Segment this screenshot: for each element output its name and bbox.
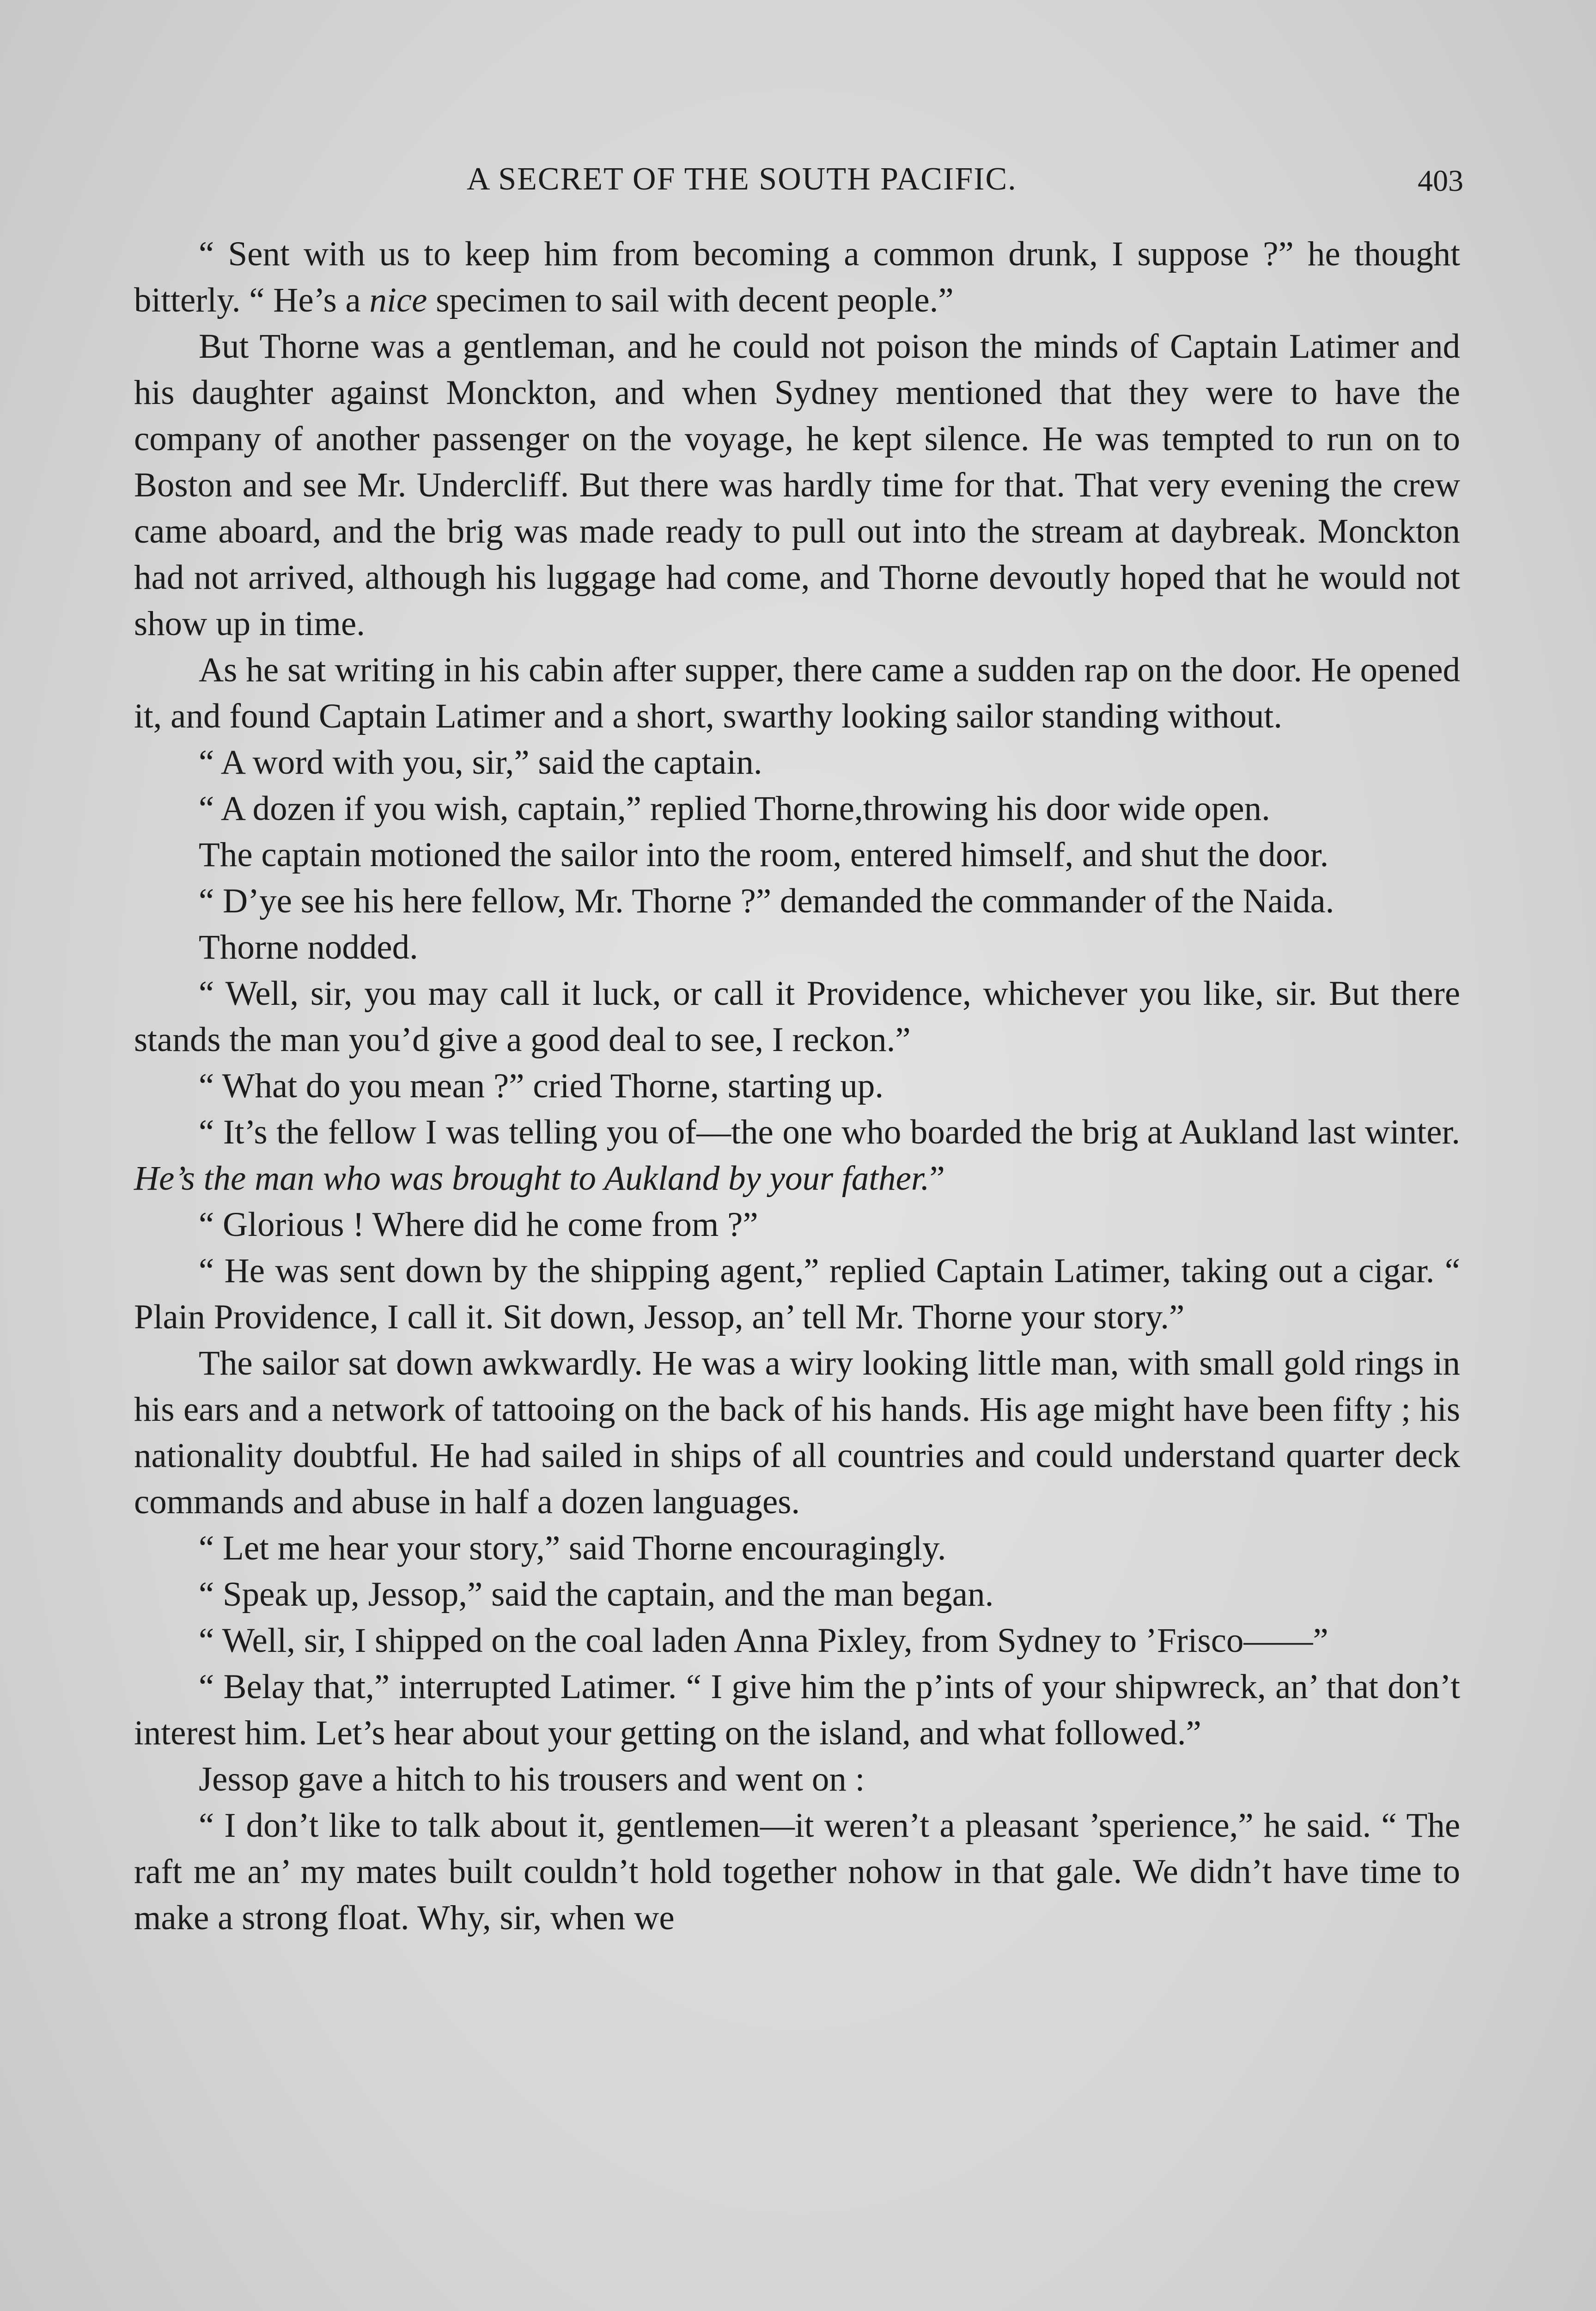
paragraph-text: “ What do you mean ?” cried Thorne, starting up. bbox=[199, 1067, 884, 1105]
paragraph bbox=[134, 924, 1460, 971]
paragraph-text: As he sat writing in his cabin after supper, there came a sudden rap on the door. He opened it, and found Captain Latimer and a short, swarthy looking sailor standing without. bbox=[134, 651, 1460, 735]
italic-text: He’s the man who was brought to Aukland by your father. bbox=[134, 1159, 930, 1198]
paragraph bbox=[134, 740, 1460, 786]
paragraph bbox=[134, 1525, 1460, 1571]
running-title: A SECRET OF THE SOUTH PACIFIC. bbox=[467, 161, 1017, 197]
paragraph bbox=[134, 1618, 1460, 1664]
paragraph-text: Thorne nodded. bbox=[199, 928, 418, 966]
paragraph-text: “ Speak up, Jessop,” said the captain, and the man began. bbox=[199, 1575, 994, 1614]
paragraph-text: Jessop gave a hitch to his trousers and went on : bbox=[199, 1760, 865, 1798]
paragraph bbox=[134, 1803, 1460, 1941]
paragraph bbox=[134, 1664, 1460, 1756]
paragraph-text: “ Let me hear your story,” said Thorne encouragingly. bbox=[199, 1529, 946, 1567]
paragraph bbox=[134, 1571, 1460, 1618]
paragraph bbox=[134, 878, 1460, 924]
paragraph bbox=[134, 1756, 1460, 1803]
paragraph-text: “ D’ye see his here fellow, Mr. Thorne ?” demanded the commander of the Naida. bbox=[199, 882, 1334, 920]
paragraph-text-tail: specimen to sail with decent people.” bbox=[427, 281, 954, 319]
paragraph-text: “ Well, sir, I shipped on the coal laden Anna Pixley, from Sydney to ’Frisco——” bbox=[199, 1621, 1328, 1660]
paragraph-text: But Thorne was a gentleman, and he could not poison the minds of Captain Latimer and his daughter against Monckton, and when Sydney mentioned that they were to have the company of another passenger on the voyage, he kept silence. He was tempted to run on to Boston and see Mr. Undercliff. But there was hardly time for that. That very evening the crew came aboard, and the brig was made ready to pull out into the stream at daybreak. Monckton had not arrived, although his luggage had come, and Thorne devoutly hoped that he would not show up in time. bbox=[134, 327, 1460, 643]
running-head bbox=[0, 161, 1596, 202]
page-number: 403 bbox=[1418, 164, 1463, 198]
paragraph bbox=[134, 647, 1460, 740]
paragraph bbox=[134, 1202, 1460, 1248]
italic-text: nice bbox=[369, 281, 427, 319]
paragraph bbox=[134, 1248, 1460, 1340]
body-text bbox=[134, 231, 1460, 1941]
paragraph-text: “ A word with you, sir,” said the captain. bbox=[199, 743, 762, 782]
paragraph-text-tail: ” bbox=[929, 1159, 945, 1198]
paragraph bbox=[134, 231, 1460, 324]
paragraph bbox=[134, 832, 1460, 878]
paragraph-text: “ Glorious ! Where did he come from ?” bbox=[199, 1205, 758, 1244]
paragraph-text: The captain motioned the sailor into the room, entered himself, and shut the door. bbox=[199, 836, 1329, 874]
paragraph-text: “ He was sent down by the shipping agent,” replied Captain Latimer, taking out a cigar. “ Plain Providence, I call it. Sit down, Jessop, an’ tell Mr. Thorne your story.” bbox=[134, 1252, 1460, 1336]
paragraph-text: “ It’s the fellow I was telling you of—the one who boarded the brig at Aukland last winter. bbox=[199, 1113, 1460, 1151]
paragraph bbox=[134, 1063, 1460, 1109]
paragraph bbox=[134, 1340, 1460, 1525]
paragraph bbox=[134, 324, 1460, 647]
paragraph-text: “ I don’t like to talk about it, gentlemen—it weren’t a pleasant ’sperience,” he said. “ The raft me an’ my mates built couldn’t hold together nohow in that gale. We didn’t have time to make a strong float. Why, sir, when we bbox=[134, 1806, 1460, 1937]
paragraph-text: “ A dozen if you wish, captain,” replied Thorne,throwing his door wide open. bbox=[199, 789, 1270, 828]
paragraph-text: “ Sent with us to keep him from becoming a common drunk, I suppose ?” he thought bitterly. “ He’s a bbox=[134, 235, 1460, 319]
paragraph-text: “ Belay that,” interrupted Latimer. “ I give him the p’ints of your shipwreck, an’ that don’t interest him. Let’s hear about your getting on the island, and what followed.” bbox=[134, 1668, 1460, 1752]
paragraph-text: “ Well, sir, you may call it luck, or call it Providence, whichever you like, sir. But there stands the man you’d give a good deal to see, I reckon.” bbox=[134, 974, 1460, 1059]
paragraph-text: The sailor sat down awkwardly. He was a wiry looking little man, with small gold rings in his ears and a network of tattooing on the back of his hands. His age might have been fifty ; his nationality doubtful. He had sailed in ships of all countries and could understand quarter deck commands and abuse in half a dozen languages. bbox=[134, 1344, 1460, 1521]
paragraph bbox=[134, 786, 1460, 832]
paragraph bbox=[134, 971, 1460, 1063]
paragraph bbox=[134, 1109, 1460, 1202]
